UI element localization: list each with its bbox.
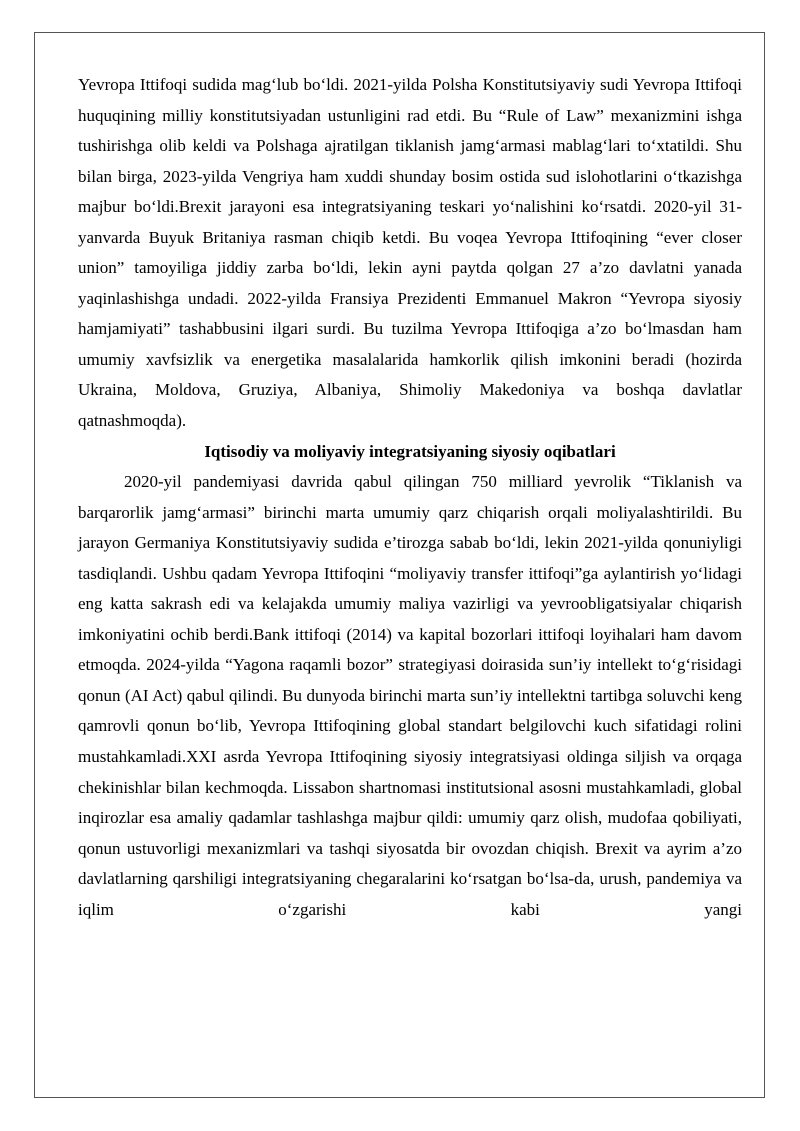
body-paragraph: Yevropa Ittifoqi sudida mag‘lub bo‘ldi. 2021-yilda Polsha Konstitutsiyaviy sudi Yevropa Ittifoqi huquqining milliy konstitutsiyadan ustunligini rad etdi. Bu “Rule of Law” mexanizmini ishga tushirishga olib keldi va Polshaga ajratilgan tiklanish jamg‘armasi mablag‘lari to‘xtatildi. Shu bilan birga, 2023-yilda Vengriya ham xuddi shunday bosim ostida sud islohotlarini o‘tkazishga majbur bo‘ldi.Brexit jarayoni esa integratsiyaning teskari yo‘nalishini ko‘rsatdi. 2020-yil 31-yanvarda Buyuk Britaniya rasman chiqib ketdi. Bu voqea Yevropa Ittifoqining “ever closer union” tamoyiliga jiddiy zarba bo‘ldi, lekin ayni paytda qolgan 27 a’zo davlatni yanada yaqinlashishga undadi. 2022-yilda Fransiya Prezidenti Emmanuel Makron “Yevropa siyosiy hamjamiyati” tashabbusini ilgari surdi. Bu tuzilma Yevropa Ittifoqiga a’zo bo‘lmasdan ham umumiy xavfsizlik va energetika masalalarida hamkorlik qilish imkonini beradi (hozirda Ukraina, Moldova, Gruziya, Albaniya, Shimoliy Makedoniya va boshqa davlatlar qatnashmoqda). [78,75,742,431]
body-paragraph: 2020-yil pandemiyasi davrida qabul qilingan 750 milliard yevrolik “Tiklanish va barqarorlik jamg‘armasi” birinchi marta umumiy qarz chiqarish orqali moliyalashtirildi. Bu jarayon Germaniya Konstitutsiyaviy sudida e’tirozga sabab bo‘ldi, lekin 2021-yilda qonuniyligi tasdiqlandi. Ushbu qadam Yevropa Ittifoqini “moliyaviy transfer ittifoqi”ga aylantirish yo‘lidagi eng katta sakrash edi va kelajakda umumiy maliya vazirligi va yevroobligatsiyalar chiqarish imkoniyatini ochib berdi.Bank ittifoqi (2014) va kapital bozorlari ittifoqi loyihalari ham davom etmoqda. 2024-yilda “Yagona raqamli bozor” strategiyasi doirasida sun’iy intellekt to‘g‘risidagi qonun (AI Act) qabul qilindi. Bu dunyoda birinchi marta sun’iy intellektni tartibga soluvchi keng qamrovli qonun bo‘lib, Yevropa Ittifoqining global standart belgilovchi kuch sifatidagi rolini mustahkamladi.XXI asrda Yevropa Ittifoqining siyosiy integratsiyasi oldinga siljish va orqaga chekinishlar bilan kechmoqda. Lissabon shartnomasi institutsional asosni mustahkamladi, global inqirozlar esa amaliy qadamlar tashlashga majbur qildi: umumiy qarz olish, mudofaa qobiliyati, qonun ustuvorligi mexanizmlari va tashqi siyosatda bir ovozdan chiqish. Brexit va ayrim a’zo davlatlarning qarshiligi integratsiyaning chegaralarini ko‘rsatgan bo‘lsa-da, urush, pandemiya va iqlim o‘zgarishi kabi yangi [78,472,742,919]
page-content [78,70,742,925]
section-heading: Iqtisodiy va moliyaviy integratsiyaning siyosiy oqibatlari [204,441,616,461]
